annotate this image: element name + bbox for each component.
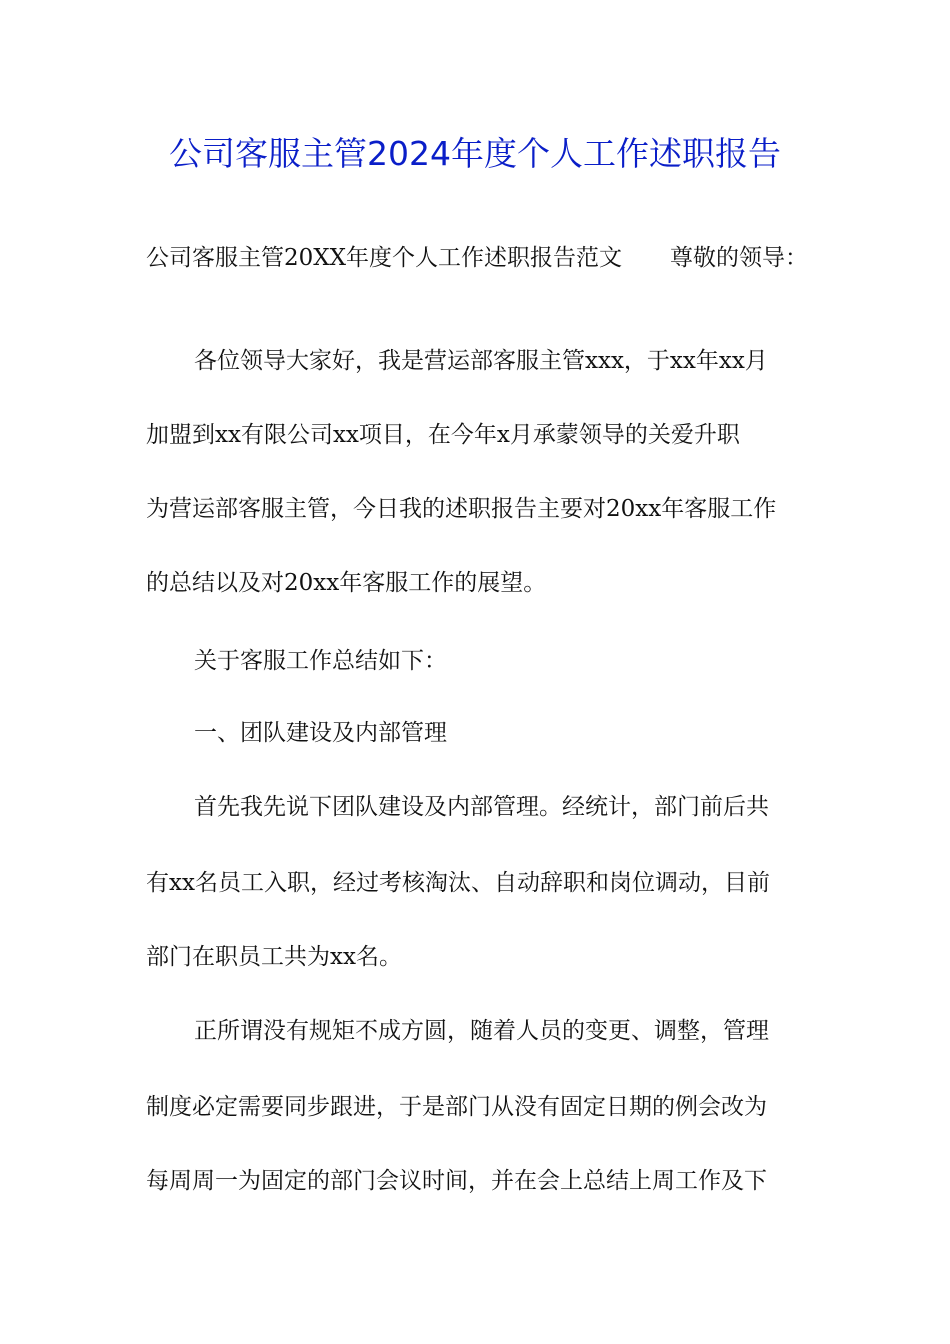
paragraph-line: 关于客服工作总结如下： <box>194 648 447 674</box>
paragraph-line: 为营运部客服主管，今日我的述职报告主要对20xx年客服工作 <box>146 496 777 522</box>
paragraph-line <box>146 238 808 278</box>
paragraph-line: 部门在职员工共为xx名。 <box>146 944 402 970</box>
intro-title-text: 公司客服主管20XX年度个人工作述职报告范文 <box>146 245 623 271</box>
document-title: 公司客服主管2024年度个人工作述职报告 <box>169 134 781 173</box>
paragraph-line: 首先我先说下团队建设及内部管理。经统计，部门前后共 <box>194 794 769 820</box>
paragraph-line: 正所谓没有规矩不成方圆，随着人员的变更、调整，管理 <box>194 1018 769 1044</box>
paragraph-line: 加盟到xx有限公司xx项目，在今年x月承蒙领导的关爱升职 <box>146 422 740 448</box>
paragraph-line: 的总结以及对20xx年客服工作的展望。 <box>146 570 547 596</box>
paragraph-line: 各位领导大家好，我是营运部客服主管xxx，于xx年xx月 <box>194 348 768 374</box>
paragraph-line: 有xx名员工入职，经过考核淘汰、自动辞职和岗位调动，目前 <box>146 870 770 896</box>
paragraph-line: 每周周一为固定的部门会议时间，并在会上总结上周工作及下 <box>146 1168 767 1194</box>
section-heading: 一、团队建设及内部管理 <box>194 720 447 746</box>
paragraph-line: 制度必定需要同步跟进，于是部门从没有固定日期的例会改为 <box>146 1094 767 1120</box>
salutation-text: 尊敬的领导： <box>670 245 809 271</box>
